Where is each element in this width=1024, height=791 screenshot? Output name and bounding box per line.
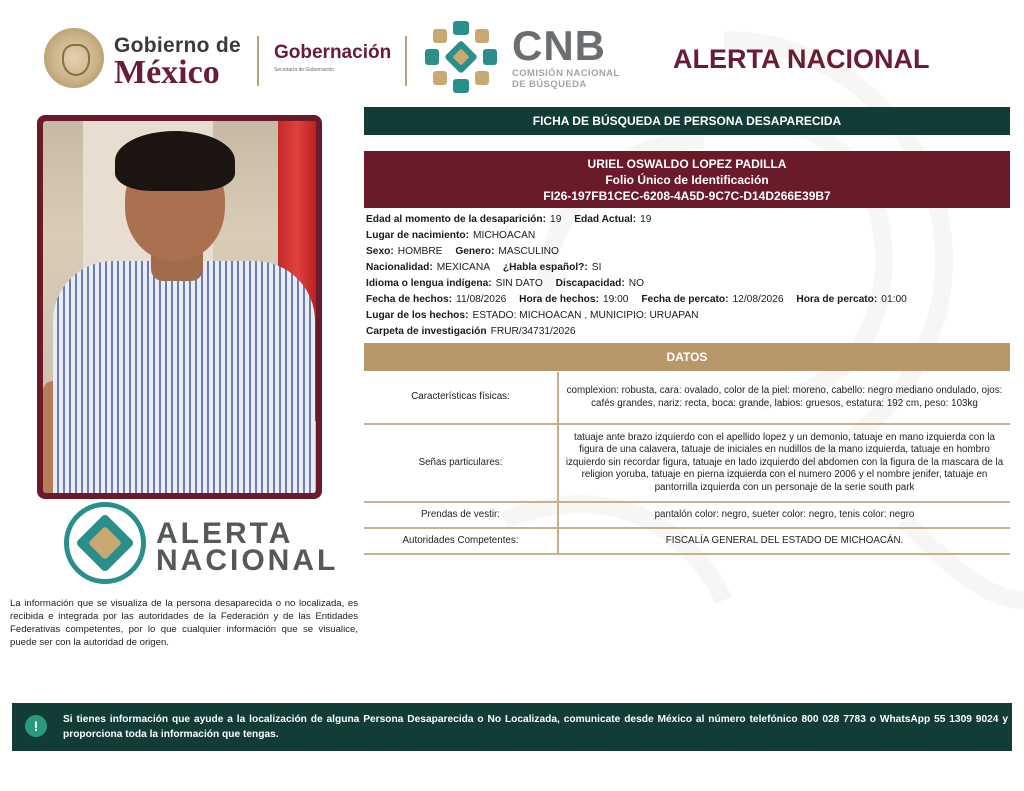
info-label: ¿Habla español?: <box>502 262 588 273</box>
cnb-acronym: CNB <box>512 22 606 69</box>
table-row <box>364 372 1010 424</box>
gobernacion-text: Gobernación <box>274 42 392 63</box>
datos-key: Prendas de vestir: <box>364 502 558 528</box>
datos-table <box>364 372 1010 555</box>
person-info <box>366 212 1006 340</box>
header-divider <box>405 36 407 86</box>
header-divider <box>257 36 259 86</box>
info-row <box>366 244 1006 260</box>
header <box>0 0 1024 105</box>
datos-value: FISCALÍA GENERAL DEL ESTADO DE MICHOACÁN. <box>558 528 1010 554</box>
info-label: Fecha de hechos: <box>366 294 453 305</box>
alert-exclamation-icon: ! <box>25 715 47 737</box>
person-name: URIEL OSWALDO LOPEZ PADILLA <box>587 157 787 171</box>
info-value: MICHOACAN <box>473 230 536 241</box>
info-label: Sexo: <box>366 246 394 257</box>
info-row <box>366 324 1006 340</box>
info-label: Fecha de percato: <box>641 294 729 305</box>
gobernacion-subtext: Secretaría de Gobernación <box>274 67 335 73</box>
info-value: 19 <box>640 214 652 225</box>
datos-value: pantalón color: negro, sueter color: negro, tenis color: negro <box>558 502 1010 528</box>
info-label: Edad al momento de la desaparición: <box>366 214 547 225</box>
info-row <box>366 260 1006 276</box>
table-row <box>364 528 1010 554</box>
gobernacion-logo <box>274 42 391 73</box>
info-value: MASCULINO <box>498 246 559 257</box>
table-row <box>364 424 1010 502</box>
footer-message: Si tienes información que ayude a la localización de alguna Persona Desaparecida o No Localizada, comunicate desde México al número telefónico 800 028 7783 o WhatsApp 55 1309 9024 y proporciona toda la información que tengas. <box>63 714 1008 740</box>
info-row <box>366 308 1006 324</box>
info-value: 11/08/2026 <box>456 294 507 305</box>
folio-label: Folio Único de Identificación <box>605 173 769 187</box>
info-label: Discapacidad: <box>555 278 625 289</box>
gobierno-text: Gobierno de <box>114 34 241 57</box>
datos-value: complexion: robusta, cara: ovalado, color de la piel: moreno, cabello: negro mediano ondulado, ojos: cafés grandes, nariz: recta, boca: grande, labios: gruesos, estatura: 192 cm, peso: 103kg <box>558 372 1010 424</box>
alerta-nacional-logo <box>64 502 339 586</box>
cnb-logo-text <box>512 24 620 90</box>
info-label: Edad Actual: <box>574 214 637 225</box>
alert-title: ALERTA NACIONAL <box>673 44 930 74</box>
info-row <box>366 276 1006 292</box>
info-value: SIN DATO <box>495 278 543 289</box>
info-value: 19 <box>550 214 562 225</box>
datos-title-bar: DATOS <box>364 343 1010 371</box>
info-value: HOMBRE <box>397 246 443 257</box>
info-label: Lugar de los hechos: <box>366 310 469 321</box>
footer-contact-bar <box>12 703 1012 751</box>
info-label: Carpeta de investigación <box>366 326 487 337</box>
ficha-title-bar: FICHA DE BÚSQUEDA DE PERSONA DESAPARECIDA <box>364 107 1010 135</box>
info-value: ESTADO: MICHOACAN , MUNICIPIO: URUAPAN <box>472 310 699 321</box>
info-value: NO <box>628 278 645 289</box>
info-label: Nacionalidad: <box>366 262 433 273</box>
info-value: 12/08/2026 <box>732 294 784 305</box>
info-label: Genero: <box>455 246 495 257</box>
cnb-emblem-icon <box>422 18 500 96</box>
person-photo <box>43 121 316 493</box>
alerta-logo-line2: NACIONAL <box>156 544 339 577</box>
datos-key: Señas particulares: <box>364 424 558 502</box>
info-row <box>366 228 1006 244</box>
info-value: 01:00 <box>881 294 907 305</box>
disclaimer-text: La información que se visualiza de la persona desaparecida o no localizada, es recibida e integrada por las autoridades de la Federación y de las Entidades Federativas competentes, por lo que cualquier información que se visualice, puede ser con la autoridad de origen. <box>10 598 358 648</box>
national-seal-icon <box>44 28 104 88</box>
mexico-text: México <box>114 54 220 91</box>
info-label: Hora de hechos: <box>519 294 599 305</box>
datos-key: Características físicas: <box>364 372 558 424</box>
info-row <box>366 292 1006 308</box>
datos-key: Autoridades Competentes: <box>364 528 558 554</box>
cnb-subtitle-1: COMISIÓN NACIONAL <box>512 68 620 79</box>
alerta-logo-line1: ALERTA <box>156 517 294 550</box>
info-value: FRUR/34731/2026 <box>490 326 576 337</box>
info-value: MEXICANA <box>436 262 491 273</box>
info-label: Lugar de nacimiento: <box>366 230 470 241</box>
person-name-bar <box>364 151 1010 208</box>
info-value: SI <box>591 262 602 273</box>
info-label: Idioma o lengua indígena: <box>366 278 492 289</box>
cnb-subtitle-2: DE BÚSQUEDA <box>512 79 587 90</box>
datos-value: tatuaje ante brazo izquierdo con el apellido lopez y un demonio, tatuaje en mano izquierda con la figura de una calavera, tatuaje de iniciales en nudillos de la mano izquierda, tatuaje en hombro izquierdo sin recordar figura, tatuaje en lado izquierdo del abdomen con la figura de la mascara de la religion yoruba, tatuaje en pierna izquierda con el numero 2006 y el nombre jenifer, tatuaje en pantorrilla izquierda con un personaje de la serie south park <box>558 424 1010 502</box>
folio-value: FI26-197FB1CEC-6208-4A5D-9C7C-D14D266E39B7 <box>543 189 831 203</box>
person-photo-frame <box>37 115 322 499</box>
info-row <box>366 212 1006 228</box>
table-row <box>364 502 1010 528</box>
gobierno-de-mexico-logo <box>44 26 244 90</box>
info-value: 19:00 <box>602 294 629 305</box>
info-label: Hora de percato: <box>796 294 878 305</box>
